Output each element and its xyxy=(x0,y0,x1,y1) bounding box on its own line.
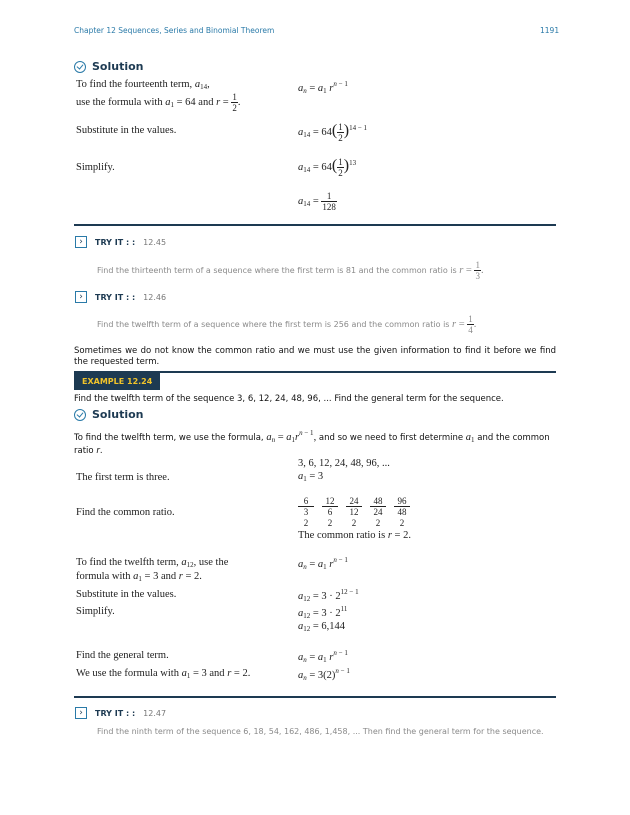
formula-general-term: $a_n = a_1$ $r^{n - 1}$ xyxy=(298,556,348,571)
chevron-right-icon[interactable]: › xyxy=(75,707,87,719)
chevron-right-icon[interactable]: › xyxy=(75,291,87,303)
ratio-fraction: $\frac{6}{3}$ xyxy=(298,496,314,517)
sol1-simplify-eq: $a_{14} = 64$( $\frac{1}{2}$ )$^{13}$ xyxy=(298,157,357,179)
try-it-12-46-question: Find the twelfth term of a sequence where the first term is 256 and the common ratio is r = $\frac{1}{4}$ . xyxy=(97,314,477,335)
formula-general-term: $a_n = a_1$ $r^{n - 1}$ xyxy=(298,649,348,664)
solution-label: Solution xyxy=(92,60,144,73)
intro-paragraph: Sometimes we do not know the common ratio and we must use the given information to find it before we find the requested term. xyxy=(74,346,556,367)
ratio-fractions xyxy=(298,496,410,517)
try-it-12-47-question: Find the ninth term of the sequence 6, 18, 54, 162, 486, 1,458, ... Then find the general term for the sequence. xyxy=(97,727,544,736)
ratio-values xyxy=(298,518,410,528)
sol2-substitute-eq: $a_{12} = 3 \cdot 2^{12 - 1}$ xyxy=(298,588,359,603)
sol1-substitute-eq: $a_{14} = 64$( $\frac{1}{2}$ )$^{14 - 1}$ xyxy=(298,122,368,144)
check-circle-icon xyxy=(74,409,86,421)
first-term-text: The first term is three. xyxy=(76,472,170,483)
a1-eq: $a_1 = 3$ xyxy=(298,471,324,483)
try-it-12-45-question: Find the thirteenth term of a sequence where the first term is 81 and the common ratio is r = $\frac{1}{3}$ . xyxy=(97,260,484,281)
ratio-fraction: $\frac{96}{48}$ xyxy=(394,496,410,517)
general-term-eq: $a_n = 3(2)^{n - 1}$ xyxy=(298,667,350,682)
sequence: 3, 6, 12, 24, 48, 96, ... xyxy=(298,458,390,469)
ratio-value: 2 xyxy=(303,518,309,528)
ratio-value: 2 xyxy=(399,518,405,528)
check-circle-icon xyxy=(74,61,86,73)
page-number: 1191 xyxy=(540,26,560,35)
ratio-value: 2 xyxy=(375,518,381,528)
sol2-substitute: Substitute in the values. xyxy=(76,589,177,600)
try-it-12-46: › TRY IT : : 12.46 xyxy=(75,291,166,303)
sol2-simplify-eq: $a_{12} = 3 \cdot 2^{11}$ xyxy=(298,605,348,620)
sol1-step2: Substitute in the values. xyxy=(76,125,177,136)
sol1-step1-line1: To find the fourteenth term, $a_{14}$, xyxy=(76,79,210,91)
chapter-header: Chapter 12 Sequences, Series and Binomial Theorem xyxy=(74,26,275,35)
common-ratio-result: The common ratio is r = 2. xyxy=(298,530,411,541)
formula-with-text: formula with $a_1 = 3$ and r = 2. xyxy=(76,571,202,583)
solution-heading xyxy=(74,60,144,73)
sol2-simplify: Simplify. xyxy=(76,606,115,617)
sol1-result-eq: $a_{14}$ = $\frac{1}{128}$ xyxy=(298,191,336,212)
sol1-step1-line2: use the formula with $a_1 = 64$ and r = $\frac{1}{2}$ . xyxy=(76,92,241,113)
ratio-value: 2 xyxy=(327,518,333,528)
sol2-intro: To find the twelfth term, we use the formula, $a_n = a_1r^{n - 1}$, and so we need to first determine $a_1$ and the common ratio r. xyxy=(74,429,550,456)
sol2-result-eq: $a_{12} = 6,144$ xyxy=(298,621,346,633)
try-it-12-45: › TRY IT : : 12.45 xyxy=(75,236,166,248)
twelfth-term-text: To find the twelfth term, $a_{12}$, use the xyxy=(76,557,229,569)
ratio-value: 2 xyxy=(351,518,357,528)
ratio-fraction: $\frac{48}{24}$ xyxy=(370,496,386,517)
common-ratio-text: Find the common ratio. xyxy=(76,507,175,518)
general-term-text: Find the general term. xyxy=(76,650,169,661)
example-badge: EXAMPLE 12.24 xyxy=(74,373,160,390)
ratio-fraction: $\frac{12}{6}$ xyxy=(322,496,338,517)
sol1-step3: Simplify. xyxy=(76,162,115,173)
try-it-12-47: › TRY IT : : 12.47 xyxy=(75,707,166,719)
divider xyxy=(74,696,556,698)
example-question: Find the twelfth term of the sequence 3, 6, 12, 24, 48, 96, ... Find the general term for the sequence. xyxy=(74,394,504,404)
use-formula-text: We use the formula with $a_1 = 3$ and r = 2. xyxy=(76,668,251,680)
chevron-right-icon[interactable]: › xyxy=(75,236,87,248)
formula-general-term: $a_n = a_1$ $r^{n - 1}$ xyxy=(298,80,348,95)
solution-label: Solution xyxy=(92,408,144,421)
solution-heading xyxy=(74,408,144,421)
ratio-fraction: $\frac{24}{12}$ xyxy=(346,496,362,517)
divider xyxy=(74,224,556,226)
